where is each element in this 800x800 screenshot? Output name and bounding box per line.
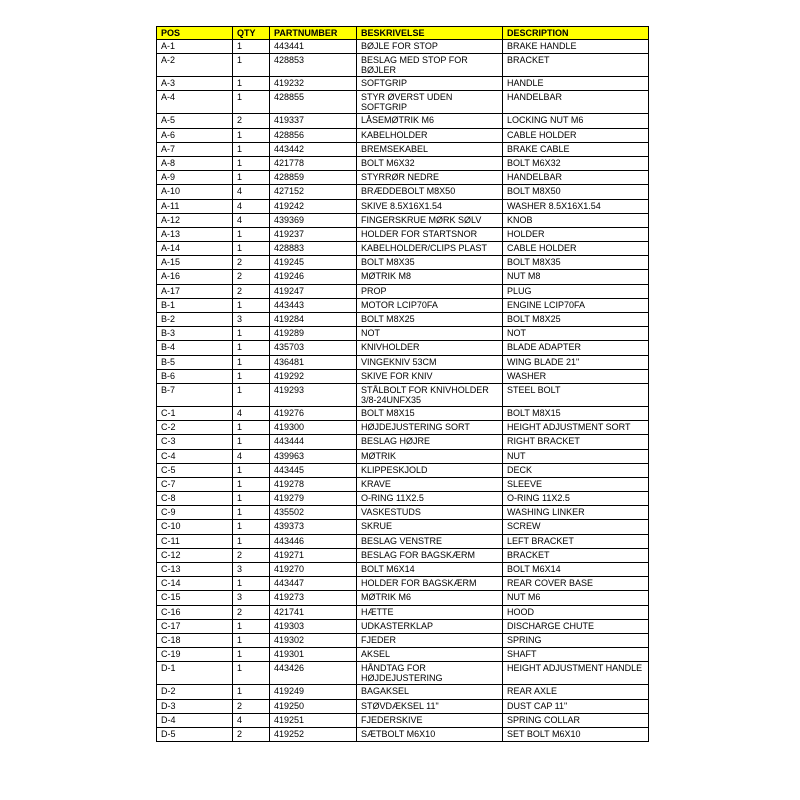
pos-cell: C-14 <box>157 577 233 591</box>
beskrivelse-cell: BOLT M8X25 <box>357 313 503 327</box>
beskrivelse-cell: BESLAG HØJRE <box>357 435 503 449</box>
description-cell: SPRING COLLAR <box>503 713 649 727</box>
partnumber-cell: 419303 <box>270 619 357 633</box>
qty-cell: 4 <box>233 406 270 420</box>
pos-cell: C-10 <box>157 520 233 534</box>
table-row <box>157 128 649 142</box>
description-cell: WASHING LINKER <box>503 506 649 520</box>
partnumber-cell: 443447 <box>270 577 357 591</box>
table-row <box>157 577 649 591</box>
qty-cell: 1 <box>233 156 270 170</box>
description-cell: REAR COVER BASE <box>503 577 649 591</box>
partnumber-cell: 419246 <box>270 270 357 284</box>
qty-cell: 1 <box>233 685 270 699</box>
partnumber-cell: 419278 <box>270 477 357 491</box>
header-description: DESCRIPTION <box>503 27 649 40</box>
description-cell: DISCHARGE CHUTE <box>503 619 649 633</box>
pos-cell: B-2 <box>157 313 233 327</box>
beskrivelse-cell: VINGEKNIV 53CM <box>357 355 503 369</box>
qty-cell: 1 <box>233 355 270 369</box>
table-row <box>157 313 649 327</box>
description-cell: BRACKET <box>503 54 649 77</box>
qty-cell: 2 <box>233 270 270 284</box>
beskrivelse-cell: MØTRIK M6 <box>357 591 503 605</box>
qty-cell: 2 <box>233 256 270 270</box>
qty-cell: 1 <box>233 327 270 341</box>
partnumber-cell: 443443 <box>270 298 357 312</box>
description-cell: DECK <box>503 463 649 477</box>
description-cell: REAR AXLE <box>503 685 649 699</box>
description-cell: DUST CAP 11" <box>503 699 649 713</box>
table-row <box>157 355 649 369</box>
partnumber-cell: 435703 <box>270 341 357 355</box>
table-row <box>157 685 649 699</box>
beskrivelse-cell: LÅSEMØTRIK M6 <box>357 114 503 128</box>
qty-cell: 4 <box>233 199 270 213</box>
table-row <box>157 406 649 420</box>
table-row <box>157 142 649 156</box>
beskrivelse-cell: HOLDER FOR BAGSKÆRM <box>357 577 503 591</box>
partnumber-cell: 428853 <box>270 54 357 77</box>
beskrivelse-cell: STYR ØVERST UDEN SOFTGRIP <box>357 91 503 114</box>
pos-cell: A-6 <box>157 128 233 142</box>
pos-cell: A-16 <box>157 270 233 284</box>
partnumber-cell: 443446 <box>270 534 357 548</box>
description-cell: BOLT M8X15 <box>503 406 649 420</box>
partnumber-cell: 419242 <box>270 199 357 213</box>
qty-cell: 2 <box>233 605 270 619</box>
table-row <box>157 477 649 491</box>
qty-cell: 1 <box>233 435 270 449</box>
qty-cell: 1 <box>233 227 270 241</box>
pos-cell: A-4 <box>157 91 233 114</box>
description-cell: BOLT M8X50 <box>503 185 649 199</box>
qty-cell: 3 <box>233 313 270 327</box>
partnumber-cell: 439373 <box>270 520 357 534</box>
partnumber-cell: 419279 <box>270 492 357 506</box>
table-row <box>157 727 649 741</box>
pos-cell: C-17 <box>157 619 233 633</box>
qty-cell: 4 <box>233 185 270 199</box>
parts-table <box>156 26 649 742</box>
description-cell: BOLT M8X25 <box>503 313 649 327</box>
pos-cell: C-1 <box>157 406 233 420</box>
partnumber-cell: 419245 <box>270 256 357 270</box>
pos-cell: C-4 <box>157 449 233 463</box>
pos-cell: C-7 <box>157 477 233 491</box>
partnumber-cell: 443444 <box>270 435 357 449</box>
pos-cell: A-1 <box>157 40 233 54</box>
beskrivelse-cell: FJEDERSKIVE <box>357 713 503 727</box>
table-row <box>157 463 649 477</box>
partnumber-cell: 419232 <box>270 77 357 91</box>
description-cell: STEEL BOLT <box>503 383 649 406</box>
beskrivelse-cell: FINGERSKRUE MØRK SØLV <box>357 213 503 227</box>
pos-cell: A-5 <box>157 114 233 128</box>
qty-cell: 1 <box>233 341 270 355</box>
partnumber-cell: 421778 <box>270 156 357 170</box>
description-cell: NUT M6 <box>503 591 649 605</box>
pos-cell: C-9 <box>157 506 233 520</box>
qty-cell: 1 <box>233 91 270 114</box>
table-row <box>157 270 649 284</box>
table-row <box>157 383 649 406</box>
description-cell: CABLE HOLDER <box>503 128 649 142</box>
table-row <box>157 492 649 506</box>
pos-cell: A-9 <box>157 171 233 185</box>
partnumber-cell: 435502 <box>270 506 357 520</box>
beskrivelse-cell: FJEDER <box>357 633 503 647</box>
pos-cell: B-5 <box>157 355 233 369</box>
partnumber-cell: 428883 <box>270 242 357 256</box>
pos-cell: D-2 <box>157 685 233 699</box>
pos-cell: C-13 <box>157 563 233 577</box>
beskrivelse-cell: BOLT M8X15 <box>357 406 503 420</box>
table-row <box>157 213 649 227</box>
table-row <box>157 548 649 562</box>
pos-cell: B-6 <box>157 369 233 383</box>
pos-cell: C-16 <box>157 605 233 619</box>
qty-cell: 1 <box>233 421 270 435</box>
description-cell: KNOB <box>503 213 649 227</box>
pos-cell: D-1 <box>157 662 233 685</box>
partnumber-cell: 419284 <box>270 313 357 327</box>
pos-cell: C-5 <box>157 463 233 477</box>
description-cell: HOOD <box>503 605 649 619</box>
description-cell: SHAFT <box>503 648 649 662</box>
beskrivelse-cell: STYRRØR NEDRE <box>357 171 503 185</box>
description-cell: ENGINE LCIP70FA <box>503 298 649 312</box>
beskrivelse-cell: KRAVE <box>357 477 503 491</box>
description-cell: NUT <box>503 449 649 463</box>
table-row <box>157 341 649 355</box>
qty-cell: 2 <box>233 114 270 128</box>
partnumber-cell: 443426 <box>270 662 357 685</box>
beskrivelse-cell: KLIPPESKJOLD <box>357 463 503 477</box>
description-cell: BRAKE HANDLE <box>503 40 649 54</box>
pos-cell: A-7 <box>157 142 233 156</box>
beskrivelse-cell: STØVDÆKSEL 11" <box>357 699 503 713</box>
partnumber-cell: 428856 <box>270 128 357 142</box>
description-cell: BRACKET <box>503 548 649 562</box>
description-cell: BOLT M6X32 <box>503 156 649 170</box>
beskrivelse-cell: BOLT M8X35 <box>357 256 503 270</box>
partnumber-cell: 443441 <box>270 40 357 54</box>
beskrivelse-cell: BAGAKSEL <box>357 685 503 699</box>
qty-cell: 1 <box>233 477 270 491</box>
description-cell: HOLDER <box>503 227 649 241</box>
pos-cell: A-15 <box>157 256 233 270</box>
description-cell: BOLT M6X14 <box>503 563 649 577</box>
qty-cell: 1 <box>233 662 270 685</box>
partnumber-cell: 419293 <box>270 383 357 406</box>
table-header-row <box>157 27 649 40</box>
table-row <box>157 662 649 685</box>
qty-cell: 3 <box>233 563 270 577</box>
table-row <box>157 54 649 77</box>
beskrivelse-cell: MØTRIK <box>357 449 503 463</box>
description-cell: O-RING 11X2.5 <box>503 492 649 506</box>
pos-cell: A-8 <box>157 156 233 170</box>
beskrivelse-cell: VASKESTUDS <box>357 506 503 520</box>
qty-cell: 1 <box>233 463 270 477</box>
qty-cell: 1 <box>233 54 270 77</box>
table-row <box>157 435 649 449</box>
partnumber-cell: 419301 <box>270 648 357 662</box>
pos-cell: C-19 <box>157 648 233 662</box>
pos-cell: A-13 <box>157 227 233 241</box>
table-row <box>157 185 649 199</box>
description-cell: CABLE HOLDER <box>503 242 649 256</box>
beskrivelse-cell: HØJDEJUSTERING SORT <box>357 421 503 435</box>
pos-cell: D-5 <box>157 727 233 741</box>
pos-cell: C-18 <box>157 633 233 647</box>
qty-cell: 1 <box>233 171 270 185</box>
table-row <box>157 284 649 298</box>
pos-cell: A-12 <box>157 213 233 227</box>
partnumber-cell: 419276 <box>270 406 357 420</box>
partnumber-cell: 427152 <box>270 185 357 199</box>
beskrivelse-cell: AKSEL <box>357 648 503 662</box>
beskrivelse-cell: BRÆDDEBOLT M8X50 <box>357 185 503 199</box>
qty-cell: 2 <box>233 548 270 562</box>
qty-cell: 1 <box>233 520 270 534</box>
beskrivelse-cell: BESLAG MED STOP FOR BØJLER <box>357 54 503 77</box>
partnumber-cell: 419271 <box>270 548 357 562</box>
table-row <box>157 114 649 128</box>
beskrivelse-cell: PROP <box>357 284 503 298</box>
qty-cell: 1 <box>233 619 270 633</box>
qty-cell: 4 <box>233 213 270 227</box>
table-row <box>157 369 649 383</box>
qty-cell: 1 <box>233 577 270 591</box>
description-cell: LEFT BRACKET <box>503 534 649 548</box>
table-row <box>157 648 649 662</box>
description-cell: BLADE ADAPTER <box>503 341 649 355</box>
table-row <box>157 242 649 256</box>
pos-cell: D-4 <box>157 713 233 727</box>
pos-cell: B-7 <box>157 383 233 406</box>
partnumber-cell: 421741 <box>270 605 357 619</box>
beskrivelse-cell: SKIVE 8.5X16X1.54 <box>357 199 503 213</box>
table-row <box>157 421 649 435</box>
table-row <box>157 40 649 54</box>
partnumber-cell: 419292 <box>270 369 357 383</box>
beskrivelse-cell: KNIVHOLDER <box>357 341 503 355</box>
qty-cell: 2 <box>233 727 270 741</box>
table-row <box>157 327 649 341</box>
partnumber-cell: 419289 <box>270 327 357 341</box>
partnumber-cell: 419249 <box>270 685 357 699</box>
pos-cell: C-15 <box>157 591 233 605</box>
partnumber-cell: 419337 <box>270 114 357 128</box>
pos-cell: A-10 <box>157 185 233 199</box>
table-row <box>157 156 649 170</box>
beskrivelse-cell: UDKASTERKLAP <box>357 619 503 633</box>
beskrivelse-cell: HOLDER FOR STARTSNOR <box>357 227 503 241</box>
qty-cell: 4 <box>233 449 270 463</box>
description-cell: NOT <box>503 327 649 341</box>
description-cell: HANDLE <box>503 77 649 91</box>
qty-cell: 1 <box>233 128 270 142</box>
table-row <box>157 619 649 633</box>
table-row <box>157 506 649 520</box>
beskrivelse-cell: MOTOR LCIP70FA <box>357 298 503 312</box>
header-pos: POS <box>157 27 233 40</box>
qty-cell: 2 <box>233 699 270 713</box>
beskrivelse-cell: SÆTBOLT M6X10 <box>357 727 503 741</box>
beskrivelse-cell: BESLAG VENSTRE <box>357 534 503 548</box>
qty-cell: 1 <box>233 142 270 156</box>
qty-cell: 1 <box>233 242 270 256</box>
description-cell: WASHER <box>503 369 649 383</box>
description-cell: PLUG <box>503 284 649 298</box>
table-row <box>157 520 649 534</box>
qty-cell: 3 <box>233 591 270 605</box>
pos-cell: A-2 <box>157 54 233 77</box>
description-cell: SPRING <box>503 633 649 647</box>
qty-cell: 1 <box>233 534 270 548</box>
qty-cell: 1 <box>233 633 270 647</box>
qty-cell: 1 <box>233 369 270 383</box>
table-row <box>157 633 649 647</box>
beskrivelse-cell: NOT <box>357 327 503 341</box>
description-cell: HANDELBAR <box>503 91 649 114</box>
description-cell: WING BLADE 21" <box>503 355 649 369</box>
partnumber-cell: 419237 <box>270 227 357 241</box>
beskrivelse-cell: HÆTTE <box>357 605 503 619</box>
beskrivelse-cell: BREMSEKABEL <box>357 142 503 156</box>
description-cell: BOLT M8X35 <box>503 256 649 270</box>
description-cell: SET BOLT M6X10 <box>503 727 649 741</box>
partnumber-cell: 419252 <box>270 727 357 741</box>
table-row <box>157 91 649 114</box>
table-row <box>157 591 649 605</box>
qty-cell: 1 <box>233 648 270 662</box>
description-cell: RIGHT BRACKET <box>503 435 649 449</box>
beskrivelse-cell: SKIVE FOR KNIV <box>357 369 503 383</box>
partnumber-cell: 428859 <box>270 171 357 185</box>
beskrivelse-cell: STÅLBOLT FOR KNIVHOLDER 3/8-24UNFX35 <box>357 383 503 406</box>
partnumber-cell: 428855 <box>270 91 357 114</box>
pos-cell: C-2 <box>157 421 233 435</box>
description-cell: SCREW <box>503 520 649 534</box>
partnumber-cell: 419251 <box>270 713 357 727</box>
table-row <box>157 563 649 577</box>
beskrivelse-cell: BOLT M6X14 <box>357 563 503 577</box>
beskrivelse-cell: KABELHOLDER/CLIPS PLAST <box>357 242 503 256</box>
pos-cell: C-3 <box>157 435 233 449</box>
beskrivelse-cell: MØTRIK M8 <box>357 270 503 284</box>
pos-cell: C-11 <box>157 534 233 548</box>
beskrivelse-cell: O-RING 11X2.5 <box>357 492 503 506</box>
beskrivelse-cell: SKRUE <box>357 520 503 534</box>
qty-cell: 1 <box>233 40 270 54</box>
partnumber-cell: 419300 <box>270 421 357 435</box>
partnumber-cell: 419302 <box>270 633 357 647</box>
table-row <box>157 534 649 548</box>
partnumber-cell: 443445 <box>270 463 357 477</box>
pos-cell: D-3 <box>157 699 233 713</box>
description-cell: NUT M8 <box>503 270 649 284</box>
description-cell: HANDELBAR <box>503 171 649 185</box>
qty-cell: 1 <box>233 492 270 506</box>
pos-cell: B-1 <box>157 298 233 312</box>
description-cell: HEIGHT ADJUSTMENT HANDLE <box>503 662 649 685</box>
table-row <box>157 449 649 463</box>
table-row <box>157 171 649 185</box>
pos-cell: A-17 <box>157 284 233 298</box>
table-row <box>157 199 649 213</box>
beskrivelse-cell: BOLT M6X32 <box>357 156 503 170</box>
beskrivelse-cell: KABELHOLDER <box>357 128 503 142</box>
partnumber-cell: 419273 <box>270 591 357 605</box>
table-row <box>157 77 649 91</box>
partnumber-cell: 419247 <box>270 284 357 298</box>
description-cell: LOCKING NUT M6 <box>503 114 649 128</box>
beskrivelse-cell: BØJLE FOR STOP <box>357 40 503 54</box>
qty-cell: 1 <box>233 77 270 91</box>
partnumber-cell: 439963 <box>270 449 357 463</box>
table-row <box>157 298 649 312</box>
table-row <box>157 605 649 619</box>
header-beskrivelse: BESKRIVELSE <box>357 27 503 40</box>
pos-cell: B-4 <box>157 341 233 355</box>
table-row <box>157 227 649 241</box>
pos-cell: C-8 <box>157 492 233 506</box>
qty-cell: 1 <box>233 506 270 520</box>
table-row <box>157 699 649 713</box>
pos-cell: A-14 <box>157 242 233 256</box>
pos-cell: C-12 <box>157 548 233 562</box>
header-partnumber: PARTNUMBER <box>270 27 357 40</box>
qty-cell: 4 <box>233 713 270 727</box>
partnumber-cell: 419250 <box>270 699 357 713</box>
beskrivelse-cell: BESLAG FOR BAGSKÆRM <box>357 548 503 562</box>
partnumber-cell: 436481 <box>270 355 357 369</box>
pos-cell: A-3 <box>157 77 233 91</box>
partnumber-cell: 419270 <box>270 563 357 577</box>
partnumber-cell: 439369 <box>270 213 357 227</box>
table-row <box>157 256 649 270</box>
beskrivelse-cell: HÅNDTAG FOR HØJDEJUSTERING <box>357 662 503 685</box>
pos-cell: A-11 <box>157 199 233 213</box>
beskrivelse-cell: SOFTGRIP <box>357 77 503 91</box>
table-row <box>157 713 649 727</box>
qty-cell: 1 <box>233 298 270 312</box>
qty-cell: 1 <box>233 383 270 406</box>
pos-cell: B-3 <box>157 327 233 341</box>
description-cell: HEIGHT ADJUSTMENT SORT <box>503 421 649 435</box>
qty-cell: 2 <box>233 284 270 298</box>
partnumber-cell: 443442 <box>270 142 357 156</box>
description-cell: SLEEVE <box>503 477 649 491</box>
header-qty: QTY <box>233 27 270 40</box>
description-cell: WASHER 8.5X16X1.54 <box>503 199 649 213</box>
description-cell: BRAKE CABLE <box>503 142 649 156</box>
